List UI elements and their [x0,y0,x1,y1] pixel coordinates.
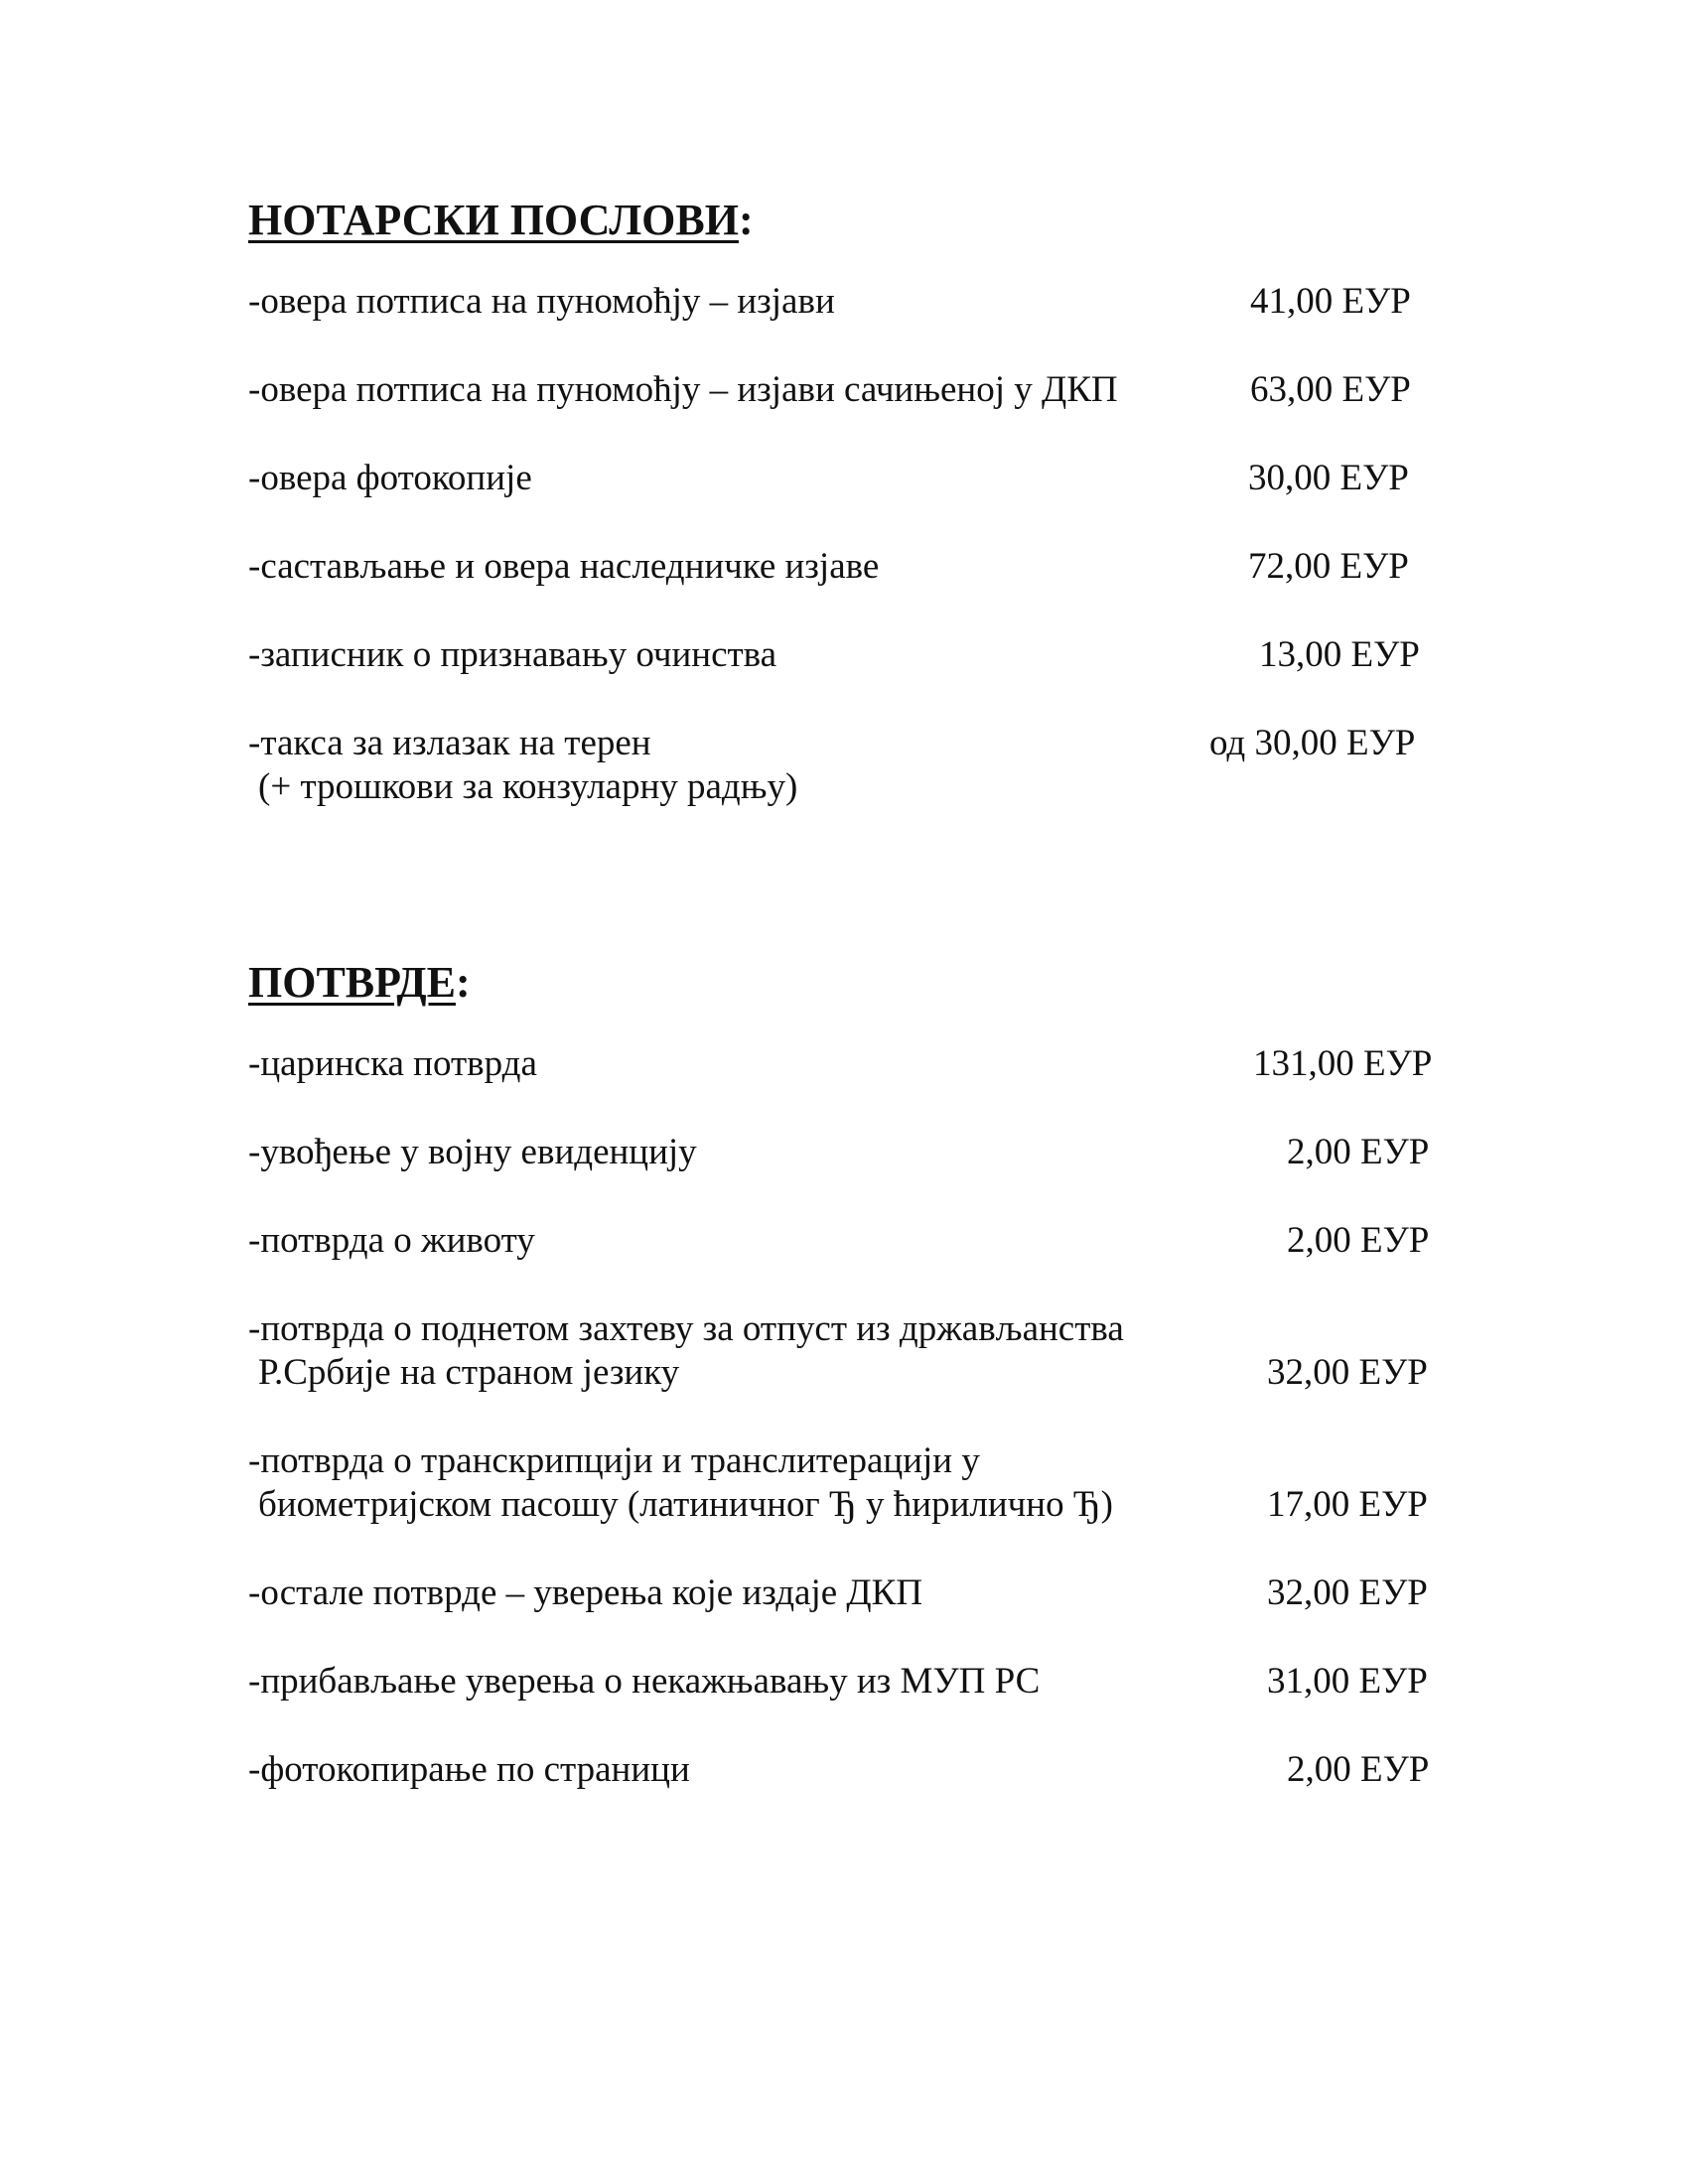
certificates-heading-colon: : [455,958,471,1007]
certificates-heading-text: ПОТВРДЕ [248,958,456,1007]
fee-row [248,1307,1479,1395]
fee-row [248,633,1479,677]
fee-price: 32,00 ЕУР [1267,1352,1428,1393]
fee-row [248,1748,1479,1792]
fee-description-note: (+ трошкови за конзуларну радњу) [258,766,798,807]
fee-row [248,457,1479,500]
fee-description: -потврда о транскрипцији и транслитерацији у [248,1440,980,1481]
fee-price: 63,00 ЕУР [1250,369,1411,410]
fee-price: 72,00 ЕУР [1248,546,1409,587]
fee-description: -увођење у војну евиденцију [248,1132,697,1172]
certificates-heading [248,953,1479,1013]
fee-price: 2,00 ЕУР [1287,1749,1430,1790]
fee-row [248,1571,1479,1615]
notary-services-heading [248,191,1479,250]
fee-description: -потврда о поднетом захтеву за отпуст из држављанства [248,1308,1124,1349]
fee-price: 41,00 ЕУР [1250,281,1411,322]
fee-description: -такса за излазак на терен [248,723,651,763]
fee-description: -фотокопирање по страници [248,1749,690,1790]
certificates-section [248,953,1479,1837]
notary-fee-list [248,280,1479,809]
fee-price: 17,00 ЕУР [1267,1484,1428,1525]
fee-row [248,545,1479,589]
notary-heading-text: НОТАРСКИ ПОСЛОВИ [248,196,739,244]
fee-description-cont: биометријском пасошу (латиничног Ђ у ћирилично Ђ) [258,1484,1113,1525]
fee-row [248,1219,1479,1263]
notary-heading-colon: : [738,196,754,244]
fee-price: 31,00 ЕУР [1267,1661,1428,1702]
fee-row [248,280,1479,324]
fee-row [248,1439,1479,1527]
fee-description: -овера фотокопије [248,458,532,498]
fee-price: 13,00 ЕУР [1259,634,1420,675]
fee-description: -овера потписа на пуномоћју – изјави сачињеној у ДКП [248,369,1118,410]
fee-description: -потврда о животу [248,1220,535,1261]
fee-price: од 30,00 ЕУР [1209,723,1416,763]
fee-description-cont: Р.Србије на страном језику [258,1352,680,1393]
fee-row [248,1131,1479,1174]
fee-description: -царинска потврда [248,1043,537,1084]
fee-row [248,1660,1479,1704]
notary-services-section [248,191,1479,854]
fee-row [248,722,1479,809]
fee-price: 2,00 ЕУР [1287,1132,1430,1172]
fee-price: 2,00 ЕУР [1287,1220,1430,1261]
fee-description: -састављање и овера наследничке изјаве [248,546,880,587]
fee-price: 32,00 ЕУР [1267,1572,1428,1613]
fee-description: -остале потврде – уверења које издаје ДКП [248,1572,923,1613]
fee-description: -прибављање уверења о некажњавању из МУП РС [248,1661,1041,1702]
fee-row [248,368,1479,412]
fee-price: 131,00 ЕУР [1253,1043,1433,1084]
fee-price: 30,00 ЕУР [1248,458,1409,498]
fee-description: -овера потписа на пуномоћју – изјави [248,281,835,322]
fee-row [248,1042,1479,1086]
certificates-fee-list [248,1042,1479,1792]
fee-description: -записник о признавању очинства [248,634,777,675]
